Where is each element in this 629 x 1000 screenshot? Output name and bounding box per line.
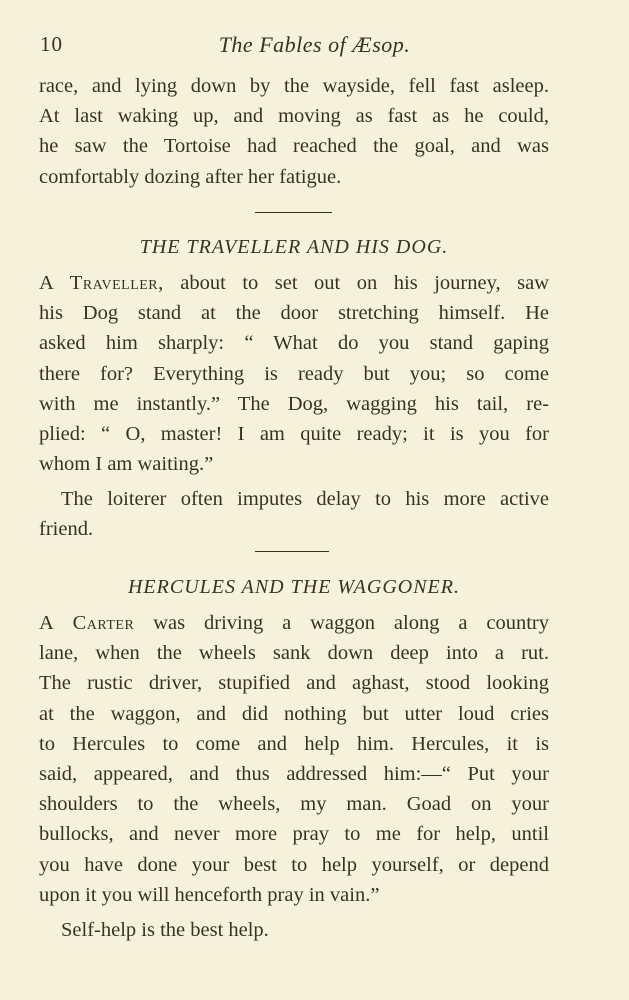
text-line: Self-help is the best help. bbox=[61, 919, 269, 941]
section-divider bbox=[255, 212, 332, 213]
fable-opening-words: A Carter bbox=[39, 612, 135, 634]
text-line: whom I am waiting.” bbox=[39, 453, 214, 476]
page-header bbox=[40, 32, 589, 62]
running-title: The Fables of Æsop. bbox=[218, 32, 411, 57]
text-line: with me instantly.” The Dog, wagging his tail, re- bbox=[39, 392, 549, 415]
text-line: asked him sharply: “ What do you stand gaping bbox=[39, 332, 549, 355]
fable-text-hercules bbox=[39, 608, 549, 910]
text-line: race, and lying down by the wayside, fell fast asleep. bbox=[39, 75, 549, 97]
text-line: At last waking up, and moving as fast as he could, bbox=[39, 105, 549, 128]
text-line: there for? Everything is ready but you; so come bbox=[39, 362, 549, 385]
text-line: his Dog stand at the door stretching himself. He bbox=[39, 302, 549, 325]
fable-opening-rest: about to set out on his journey, saw bbox=[163, 272, 549, 294]
fable-opening-words: A Traveller, bbox=[39, 272, 164, 294]
continuation-paragraph bbox=[39, 71, 549, 192]
text-line bbox=[39, 608, 549, 638]
text-line: to Hercules to come and help him. Hercules, it is bbox=[39, 732, 549, 755]
text-line: comfortably dozing after her fatigue. bbox=[39, 165, 342, 188]
text-line: he saw the Tortoise had reached the goal, and was bbox=[39, 135, 549, 158]
text-line: at the waggon, and did nothing but utter loud cries bbox=[39, 702, 549, 725]
text-line: lane, when the wheels sank down deep into a rut. bbox=[39, 642, 549, 665]
text-line bbox=[39, 268, 549, 298]
text-line: upon it you will henceforth pray in vain.” bbox=[39, 883, 380, 906]
moral-hercules bbox=[39, 915, 549, 945]
text-line: The rustic driver, stupified and aghast, stood looking bbox=[39, 672, 549, 695]
text-line: friend. bbox=[39, 518, 94, 541]
text-line: you have done your best to help yourself, or depend bbox=[39, 853, 549, 876]
text-line: The loiterer often imputes delay to his more active bbox=[61, 488, 549, 510]
fable-title-hercules: HERCULES AND THE WAGGONER. bbox=[127, 576, 460, 598]
fable-text-traveller bbox=[39, 268, 549, 479]
text-line: plied: “ O, master! I am quite ready; it is you for bbox=[39, 423, 549, 446]
fable-opening-rest: was driving a waggon along a country bbox=[134, 612, 549, 634]
fable-title-traveller: THE TRAVELLER AND HIS DOG. bbox=[139, 236, 449, 258]
text-line: bullocks, and never more pray to me for help, until bbox=[39, 823, 549, 846]
text-line: said, appeared, and thus addressed him:—“ Put your bbox=[39, 763, 549, 786]
moral-traveller bbox=[39, 484, 549, 544]
page-number: 10 bbox=[40, 32, 63, 56]
text-line: shoulders to the wheels, my man. Goad on your bbox=[39, 793, 549, 816]
section-divider bbox=[255, 551, 329, 552]
